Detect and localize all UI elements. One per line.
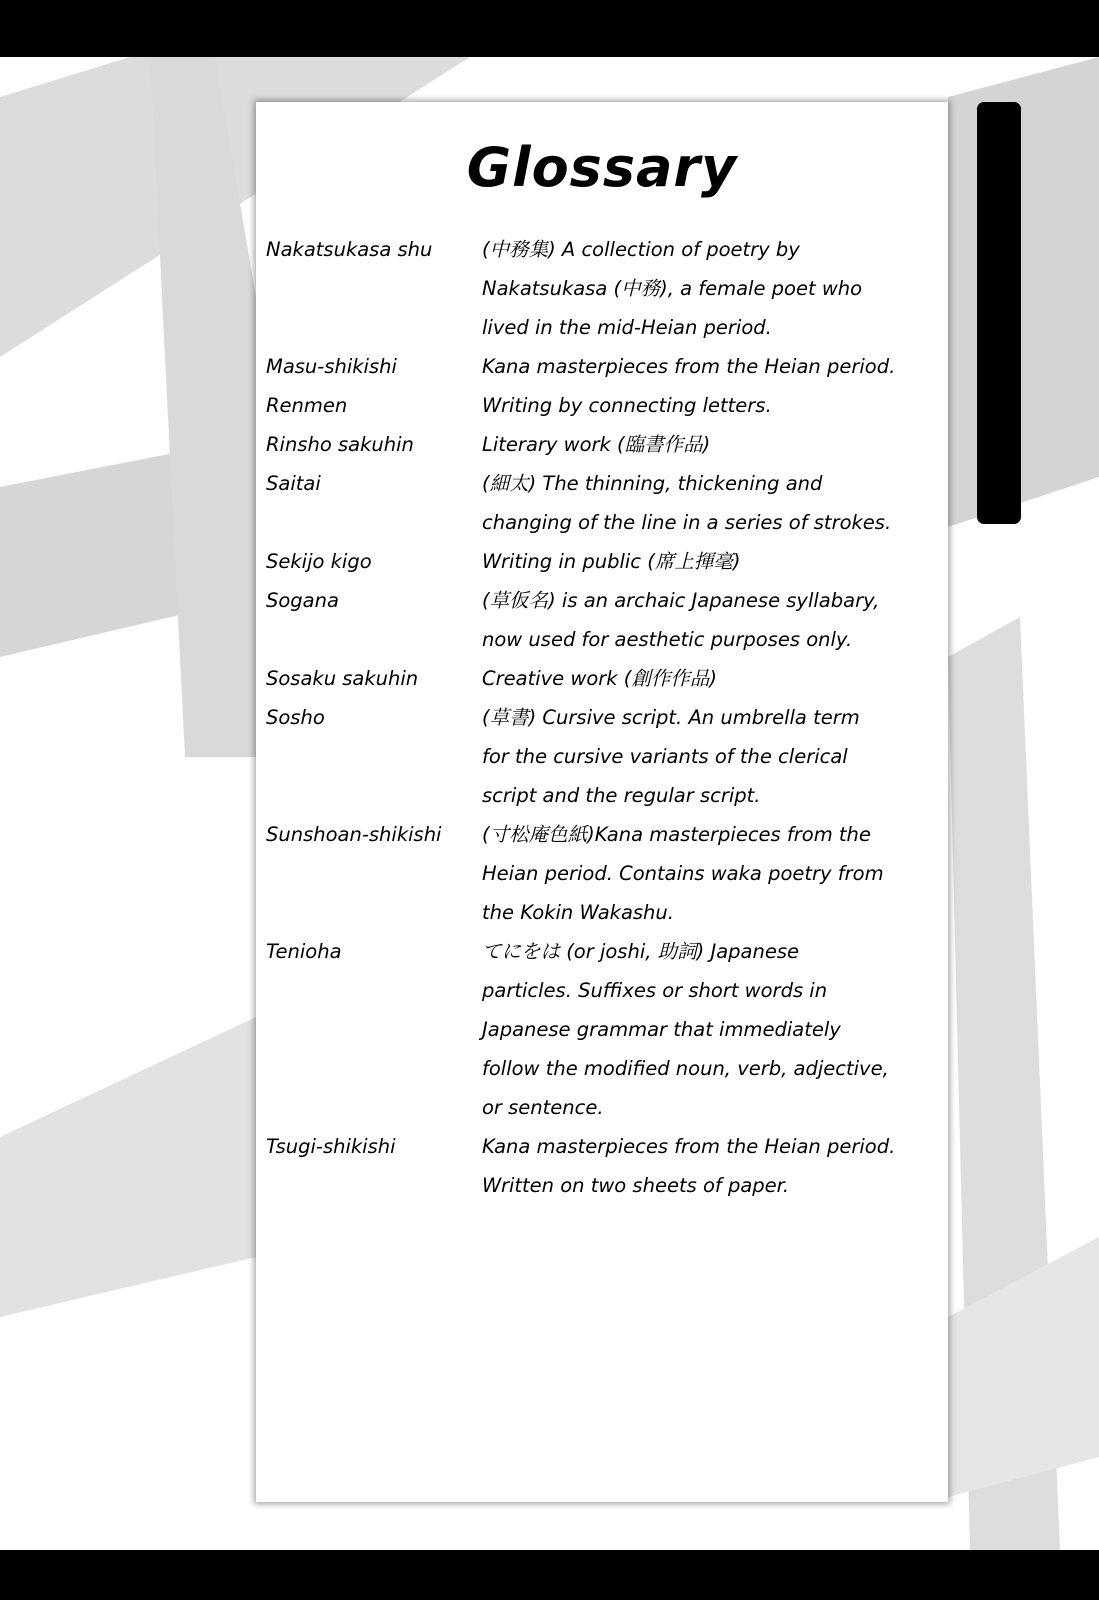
definition-line: for the cursive variants of the clerical <box>482 745 848 768</box>
glossary-definition <box>482 932 942 1127</box>
definition-line: script and the regular script. <box>482 784 761 807</box>
definition-line: or sentence. <box>482 1096 604 1119</box>
bottom-letterbox-bar <box>0 1550 1099 1600</box>
glossary-definition <box>482 347 942 386</box>
glossary-definition <box>482 386 942 425</box>
definition-line: particles. Suffixes or short words in <box>482 979 828 1002</box>
glossary-entry <box>266 932 942 1127</box>
glossary-term: Tsugi-shikishi <box>266 1135 396 1158</box>
glossary-definition <box>482 425 942 464</box>
definition-line: Creative work (創作作品) <box>482 667 717 690</box>
definition-line: Japanese grammar that immediately <box>482 1018 841 1041</box>
definition-line: Nakatsukasa (中務), a female poet who <box>482 277 863 300</box>
definition-line: now used for aesthetic purposes only. <box>482 628 853 651</box>
glossary-term: Sosaku sakuhin <box>266 667 419 690</box>
top-letterbox-bar <box>0 0 1099 57</box>
glossary-term: Nakatsukasa shu <box>266 238 433 261</box>
glossary-entry <box>266 1127 942 1205</box>
glossary-term: Sosho <box>266 706 325 729</box>
glossary-definition <box>482 464 942 542</box>
definition-line: Kana masterpieces from the Heian period. <box>482 1135 896 1158</box>
definition-line: Writing by connecting letters. <box>482 394 772 417</box>
definition-line: (細太) The thinning, thickening and <box>482 472 823 495</box>
definition-line: the Kokin Wakashu. <box>482 901 674 924</box>
glossary-entries <box>266 230 942 1205</box>
definition-line: てにをは (or joshi, 助詞) Japanese <box>482 940 799 963</box>
glossary-entry <box>266 659 942 698</box>
definition-line: (草書) Cursive script. An umbrella term <box>482 706 860 729</box>
glossary-entry <box>266 386 942 425</box>
brush-stroke-left-lower <box>0 1017 256 1317</box>
glossary-term: Sekijo kigo <box>266 550 372 573</box>
glossary-entry <box>266 542 942 581</box>
glossary-term: Sunshoan-shikishi <box>266 823 442 846</box>
definition-line: follow the modified noun, verb, adjective, <box>482 1057 889 1080</box>
glossary-definition <box>482 581 942 659</box>
definition-line: (寸松庵色紙)Kana masterpieces from the <box>482 823 871 846</box>
glossary-card <box>256 102 948 1502</box>
glossary-entry <box>266 581 942 659</box>
glossary-term: Renmen <box>266 394 348 417</box>
glossary-definition <box>482 815 942 932</box>
definition-line: Kana masterpieces from the Heian period. <box>482 355 896 378</box>
glossary-term: Masu-shikishi <box>266 355 397 378</box>
glossary-entry <box>266 425 942 464</box>
glossary-definition <box>482 659 942 698</box>
definition-line: (中務集) A collection of poetry by <box>482 238 800 261</box>
glossary-term: Rinsho sakuhin <box>266 433 414 456</box>
definition-line: Heian period. Contains waka poetry from <box>482 862 884 885</box>
glossary-definition <box>482 1127 942 1205</box>
definition-line: changing of the line in a series of strokes. <box>482 511 892 534</box>
glossary-title: Glossary <box>466 136 738 199</box>
glossary-entry <box>266 815 942 932</box>
definition-line: Writing in public (席上揮毫) <box>482 550 741 573</box>
glossary-entry <box>266 347 942 386</box>
glossary-entry <box>266 698 942 815</box>
scrollbar-thumb[interactable] <box>977 102 1021 524</box>
glossary-term: Sogana <box>266 589 339 612</box>
definition-line: lived in the mid-Heian period. <box>482 316 772 339</box>
brush-stroke-right-upper <box>948 57 1099 527</box>
definition-line: (草仮名) is an archaic Japanese syllabary, <box>482 589 880 612</box>
glossary-term: Tenioha <box>266 940 342 963</box>
glossary-definition <box>482 698 942 815</box>
glossary-entry <box>266 230 942 347</box>
glossary-definition <box>482 542 942 581</box>
glossary-definition <box>482 230 942 347</box>
glossary-entry <box>266 464 942 542</box>
glossary-term: Saitai <box>266 472 321 495</box>
definition-line: Written on two sheets of paper. <box>482 1174 790 1197</box>
definition-line: Literary work (臨書作品) <box>482 433 711 456</box>
